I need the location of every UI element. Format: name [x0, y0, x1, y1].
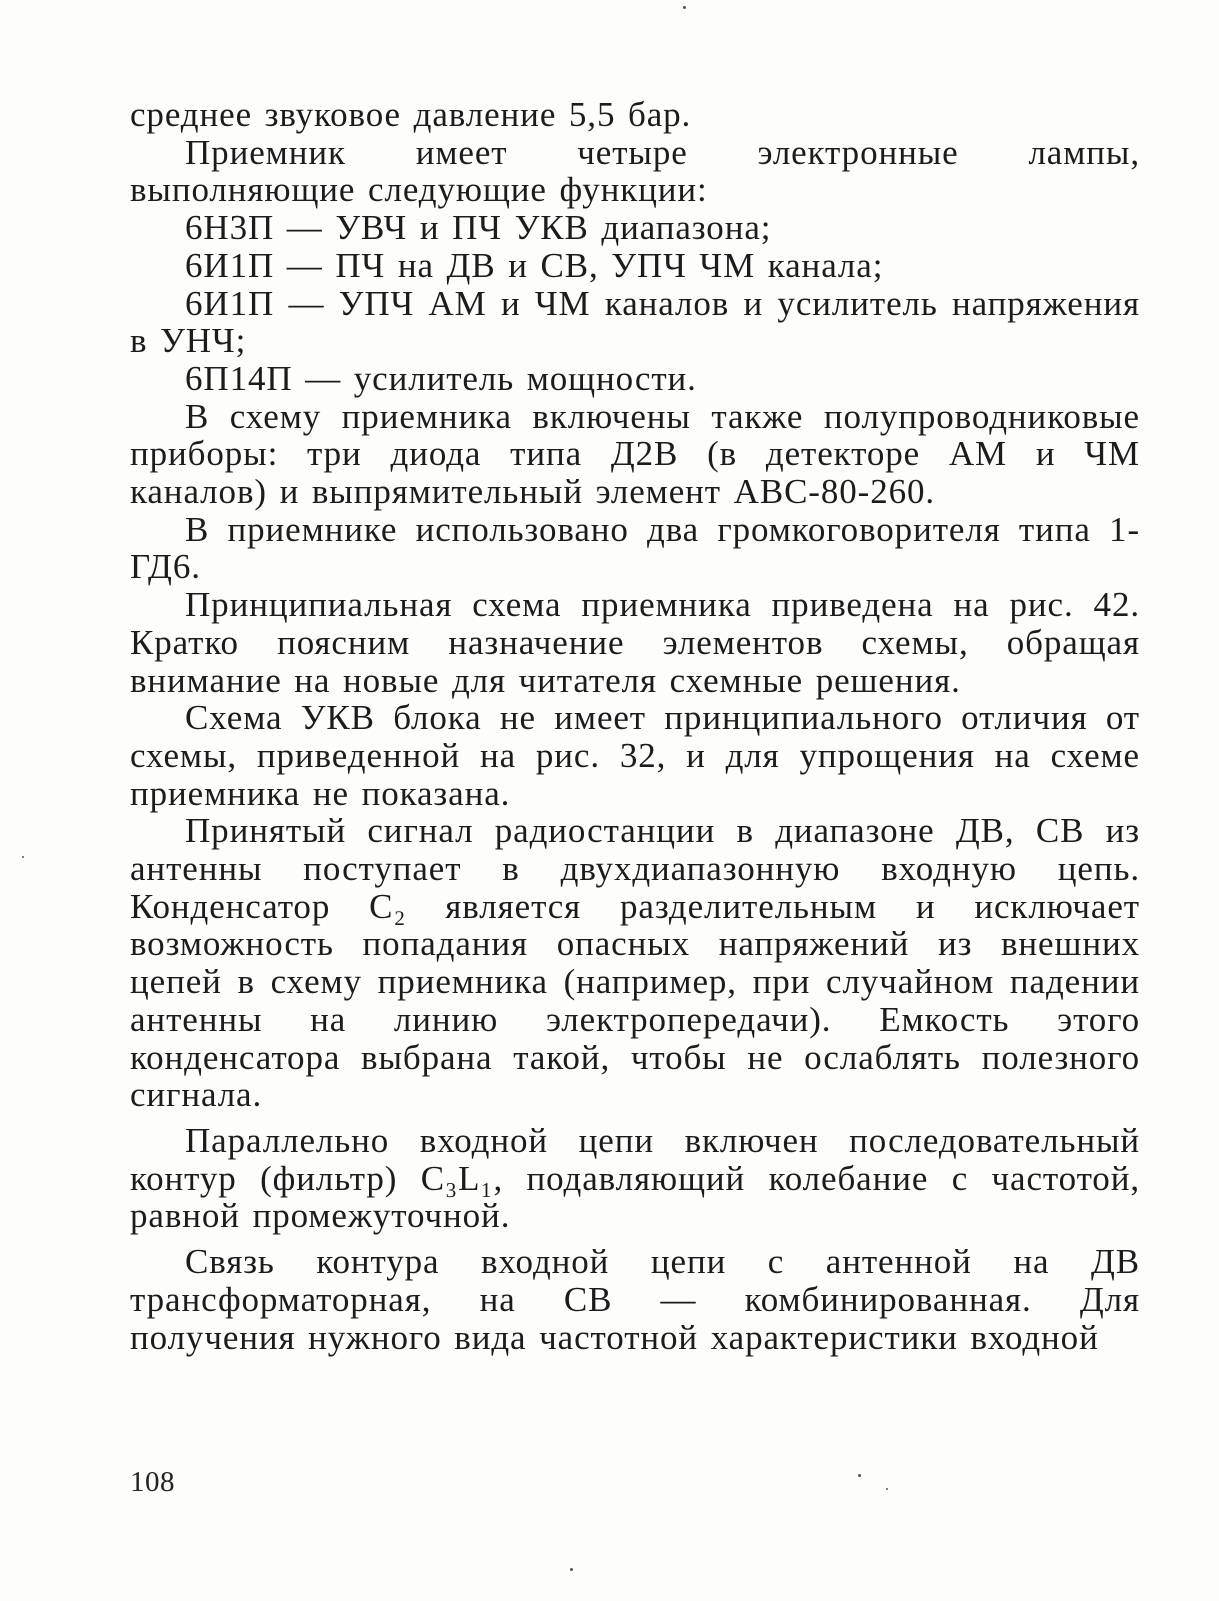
paragraph-semiconductors: В схему приемника включены также полупроводниковые приборы: три диода типа Д2В (в детекторе АМ и ЧМ каналов) и выпрямительный элемент АВС-80-260.	[130, 396, 1140, 512]
page-number: 108	[130, 1466, 175, 1498]
print-speck	[570, 1568, 573, 1571]
paragraph-schematic: Принципиальная схема приемника приведена на рис. 42. Кратко поясним назначение элементов схемы, обращая внимание на новые для читателя схемные решения.	[130, 585, 1140, 700]
paragraph-input-signal: Принятый сигнал радиостанции в диапазоне ДВ, СВ из антенны поступает в двухдиапазонную входную цепь. Конденсатор C₂ является разделительным и исключает возможность попадания опасных напряжений из внешних цепей в схему приемника (например, при случайном падении антенны на линию электропередачи). Емкость этого конденсатора выбрана такой, чтобы не ослаблять полезного сигнала.	[130, 811, 1140, 1115]
paragraph-filter: Параллельно входной цепи включен последовательный контур (фильтр) C₃L₁, подавляющий колебание с частотой, равной промежуточной.	[130, 1120, 1140, 1236]
print-speck	[858, 1474, 861, 1477]
paragraph-continuation: среднее звуковое давление 5,5 бар.	[130, 95, 692, 134]
paragraph-tube-6p14p: 6П14П — усилитель мощности.	[185, 358, 697, 398]
paragraph-tubes-intro: Приемник имеет четыре электронные лампы, выполняющие следующие функции:	[130, 132, 1140, 210]
print-speck	[683, 6, 686, 9]
paragraph-tube-6i1p-first: 6И1П — ПЧ на ДВ и СВ, УПЧ ЧМ канала;	[185, 245, 884, 285]
body-text	[130, 96, 1140, 1356]
paragraph-antenna-coupling: Связь контура входной цепи с антенной на ДВ трансформаторная, на СВ — комбинированная. Для получения нужного вида частотной характеристики входной	[130, 1242, 1140, 1357]
print-speck	[886, 1488, 888, 1490]
paragraph-vhf-block: Схема УКВ блока не имеет принципиального отличия от схемы, приведенной на рис. 32, и для упрощения на схеме приемника не показана.	[130, 698, 1140, 813]
paragraph-loudspeakers: В приемнике использовано два громкоговорителя типа 1-ГД6.	[130, 509, 1140, 587]
print-speck	[22, 856, 24, 858]
paragraph-tube-6i1p-second: 6И1П — УПЧ АМ и ЧМ каналов и усилитель напряжения в УНЧ;	[130, 283, 1140, 361]
paragraph-tube-6n3p: 6Н3П — УВЧ и ПЧ УКВ диапазона;	[185, 208, 772, 248]
